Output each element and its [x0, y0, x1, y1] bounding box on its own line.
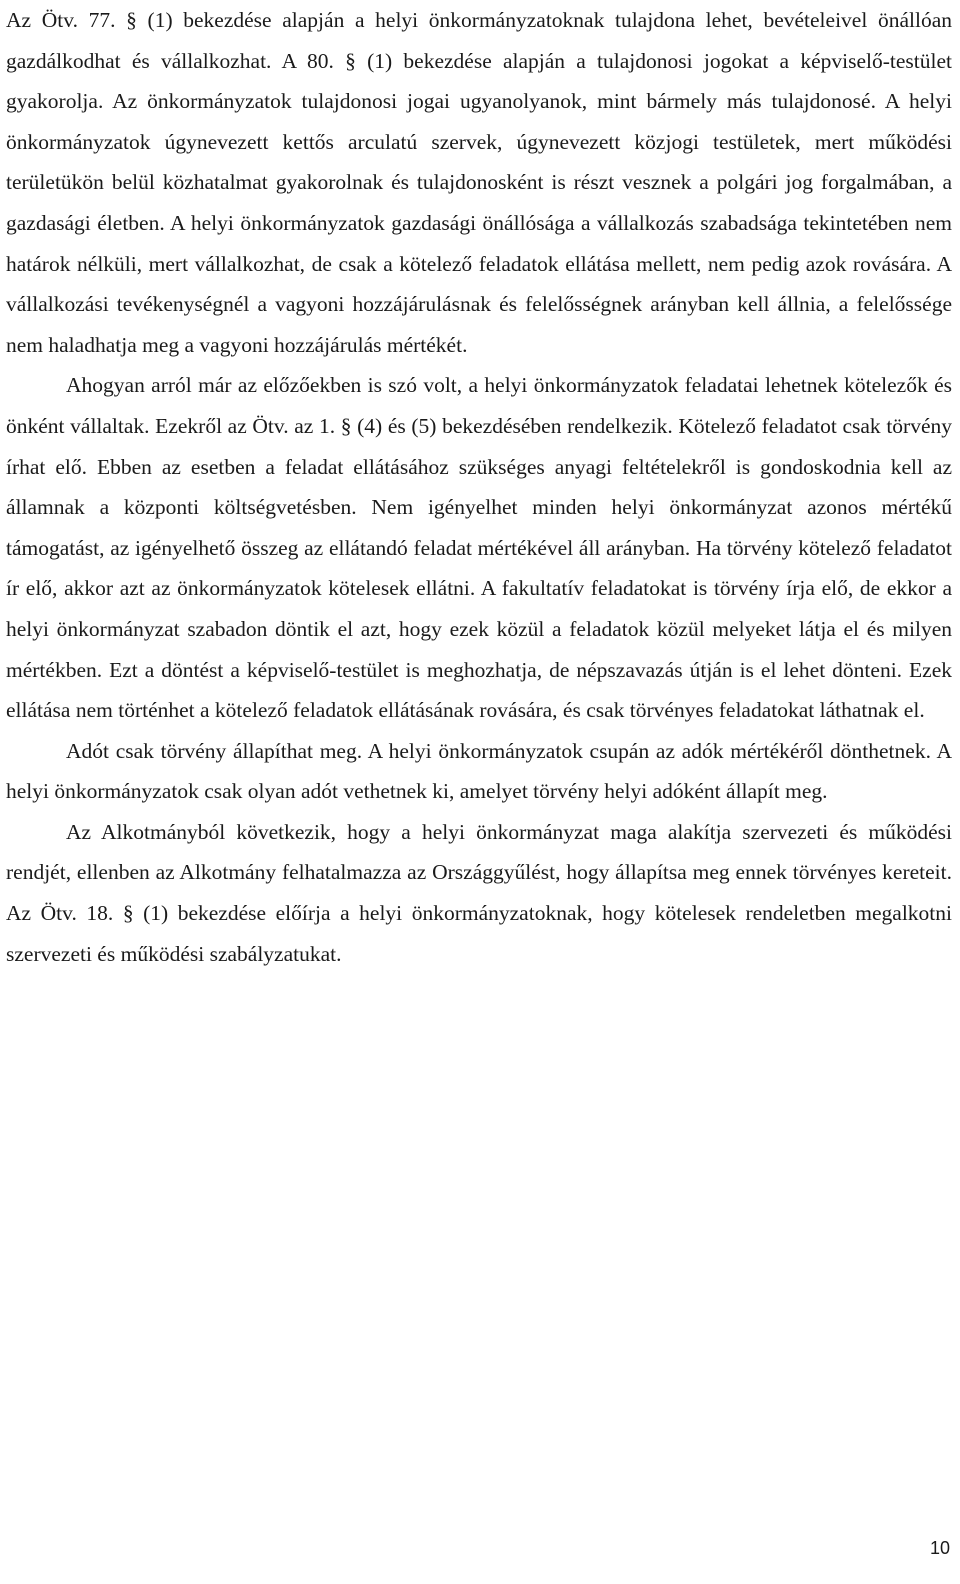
paragraph-property-rights: Az Ötv. 77. § (1) bekezdése alapján a helyi önkormányzatoknak tulajdona lehet, bevételeivel önállóan gazdálkodhat és vállalkozhat. A 80. § (1) bekezdése alapján a tulajdonosi jogokat a képviselő-testület gyakorolja. Az önkormányzatok tulajdonosi jogai ugyanolyanok, mint bármely más tulajdonosé. A helyi önkormányzatok úgynevezett kettős arculatú szervek, úgynevezett közjogi testületek, mert működési területükön belül közhatalmat gyakorolnak és tulajdonosként is részt vesznek a polgári jog forgalmában, a gazdasági életben. A helyi önkormányzatok gazdasági önállósága a vállalkozás szabadsága tekintetében nem határok nélküli, mert vállalkozhat, de csak a kötelező feladatok ellátása mellett, nem pedig azok rovására. A vállalkozási tevékenységnél a vagyoni hozzájárulásnak és felelősségnek arányban kell állnia, a felelőssége nem haladhatja meg a vagyoni hozzájárulás mértékét.	[6, 8, 952, 357]
paragraph-mandatory-tasks: Ahogyan arról már az előzőekben is szó volt, a helyi önkormányzatok feladatai lehetnek kötelezők és önként vállaltak. Ezekről az Ötv. az 1. § (4) és (5) bekezdésében rendelkezik. Kötelező feladatot csak törvény írhat elő. Ebben az esetben a feladat ellátásához szükséges anyagi feltételekről is gondoskodnia kell az államnak a központi költségvetésben. Nem igényelhet minden helyi önkormányzat azonos mértékű támogatást, az igényelhető összeg az ellátandó feladat mértékével áll arányban. Ha törvény kötelező feladatot ír elő, akkor azt az önkormányzatok kötelesek ellátni. A fakultatív feladatokat is törvény írja elő, de ekkor a helyi önkormányzat szabadon döntik el azt, hogy ezek közül a feladatok közül melyeket látja el és milyen mértékben. Ezt a döntést a képviselő-testület is meghozhatja, de népszavazás útján is el lehet dönteni. Ezek ellátása nem történhet a kötelező feladatok ellátásának rovására, és csak törvényes feladatokat láthatnak el.	[6, 373, 952, 723]
document-body	[6, 0, 952, 974]
page-number: 10	[929, 1538, 950, 1558]
paragraph-taxes: Adót csak törvény állapíthat meg. A helyi önkormányzatok csupán az adók mértékéről dönthetnek. A helyi önkormányzatok csak olyan adót vethetnek ki, amelyet törvény helyi adóként állapít meg.	[6, 738, 952, 804]
paragraph-organization-rules: Az Alkotmányból következik, hogy a helyi önkormányzat maga alakítja szervezeti és működési rendjét, ellenben az Alkotmány felhatalmazza az Országgyűlést, hogy állapítsa meg ennek törvényes kereteit. Az Ötv. 18. § (1) bekezdése előírja a helyi önkormányzatoknak, hogy kötelesek rendeletben megalkotni szervezeti és működési szabályzatukat.	[6, 819, 952, 966]
